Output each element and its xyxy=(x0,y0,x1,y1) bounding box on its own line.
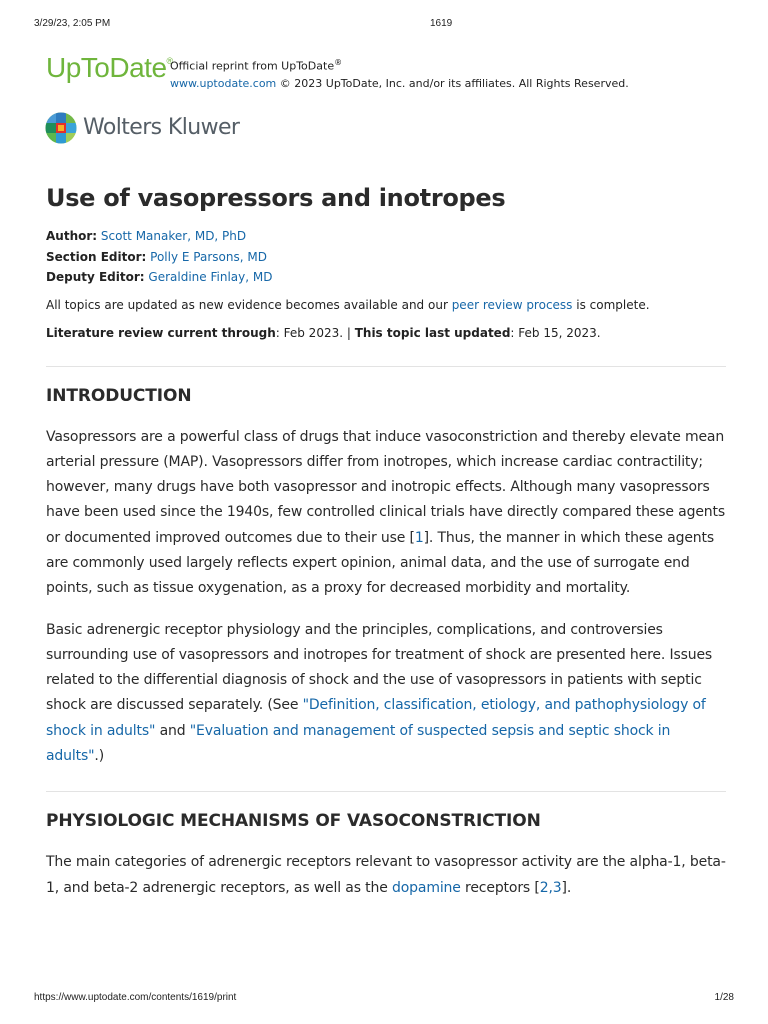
wolters-kluwer-logo xyxy=(45,112,345,148)
lit-review-value: : Feb 2023. | xyxy=(275,325,355,340)
uptodate-logo-mark: ® xyxy=(166,56,173,66)
article-contributors xyxy=(46,226,726,288)
section-divider xyxy=(46,366,726,367)
copyright-text: © 2023 UpToDate, Inc. and/or its affiliates. All Rights Reserved. xyxy=(276,76,629,90)
shock-definition-topic-link[interactable]: "Definition, classification, etiology, and pathophysiology of shock in adults" xyxy=(46,697,706,739)
reprint-notice xyxy=(170,54,629,92)
review-dates xyxy=(46,324,726,342)
section-editor-row: Section Editor: Polly E Parsons, MD xyxy=(46,249,267,264)
last-updated-label: This topic last updated xyxy=(354,325,511,340)
dopamine-drug-link[interactable]: dopamine xyxy=(392,879,461,896)
wolters-kluwer-globe-icon xyxy=(45,112,77,144)
wolters-kluwer-wordmark: Wolters Kluwer xyxy=(83,115,240,140)
section-heading-introduction: INTRODUCTION xyxy=(46,385,192,406)
reprint-line: Official reprint from UpToDate xyxy=(170,59,335,73)
last-updated-value: : Feb 15, 2023. xyxy=(510,325,601,340)
author-row: Author: Scott Manaker, MD, PhD xyxy=(46,229,247,243)
author-label: Author xyxy=(46,229,93,243)
deputy-editor-link[interactable]: Geraldine Finlay, MD xyxy=(148,270,273,284)
uptodate-site-link[interactable]: www.uptodate.com xyxy=(170,76,277,90)
print-date: 3/29/23, 2:05 PM xyxy=(34,18,111,29)
uptodate-logo-text: UpToDate xyxy=(46,52,167,83)
reference-link-3[interactable]: 3 xyxy=(552,879,562,896)
brand-row xyxy=(46,52,726,92)
deputy-editor-label: Deputy Editor xyxy=(46,270,140,284)
lit-review-label: Literature review current through xyxy=(46,325,276,340)
peer-review-link[interactable]: peer review process xyxy=(451,297,573,312)
print-page-title: 1619 xyxy=(430,18,453,29)
article-title: Use of vasopressors and inotropes xyxy=(46,184,506,212)
section-editor-label: Section Editor xyxy=(46,249,142,264)
physio-paragraph-1: The main categories of adrenergic receptors relevant to vasopressor activity are the alpha-1, beta-1, and beta-2 adrenergic receptors, as well as the dopamine receptors [2,3]. xyxy=(46,854,726,896)
page-number: 1/28 xyxy=(714,992,734,1003)
deputy-editor-row: Deputy Editor: Geraldine Finlay, MD xyxy=(46,270,273,284)
print-footer xyxy=(34,992,734,1006)
uptodate-logo xyxy=(46,52,173,84)
intro-paragraph-2: Basic adrenergic receptor physiology and the principles, complications, and controversies surrounding use of vasopressors and inotropes for treatment of shock are presented here. Issues related to the differential diagnosis of shock and the use of vasopressors in patients with septic shock are discussed separately. (See "Definition, classification, etiology, and pathophysiology of shock in adults" and "Evaluation and management of suspected sepsis and septic shock in adults".) xyxy=(46,621,713,765)
section-heading-physiologic-mechanisms: PHYSIOLOGIC MECHANISMS OF VASOCONSTRICTION xyxy=(46,811,541,832)
reference-link-2[interactable]: 2 xyxy=(539,879,549,896)
sepsis-management-topic-link[interactable]: "Evaluation and management of suspected sepsis and septic shock in adults" xyxy=(46,722,671,765)
section-divider xyxy=(46,791,726,792)
intro-paragraph-1: Vasopressors are a powerful class of drugs that induce vasoconstriction and thereby elevate mean arterial pressure (MAP). Vasopressors differ from inotropes, which increase cardiac contractility; however, many drugs have both vasopressor and inotropic effects. Although many vasopressors have been used since the 1940s, few controlled clinical trials have directly compared these agents or documented improved outcomes due to their use [1]. Thus, the manner in which these agents are commonly used largely reflects expert opinion, animal data, and the use of surrogate end points, such as tissue oxygenation, as a proxy for decreased morbidity and mortality. xyxy=(46,428,726,597)
article-content xyxy=(46,178,726,901)
author-link[interactable]: Scott Manaker, MD, PhD xyxy=(100,229,247,243)
reference-link-1[interactable]: 1 xyxy=(414,529,424,546)
print-header xyxy=(34,18,734,32)
section-editor-link[interactable]: Polly E Parsons, MD xyxy=(150,249,267,264)
reprint-mark: ® xyxy=(334,58,343,67)
update-note: All topics are updated as new evidence becomes available and our peer review process is complete. xyxy=(46,297,650,312)
print-url: https://www.uptodate.com/contents/1619/print xyxy=(34,992,237,1003)
